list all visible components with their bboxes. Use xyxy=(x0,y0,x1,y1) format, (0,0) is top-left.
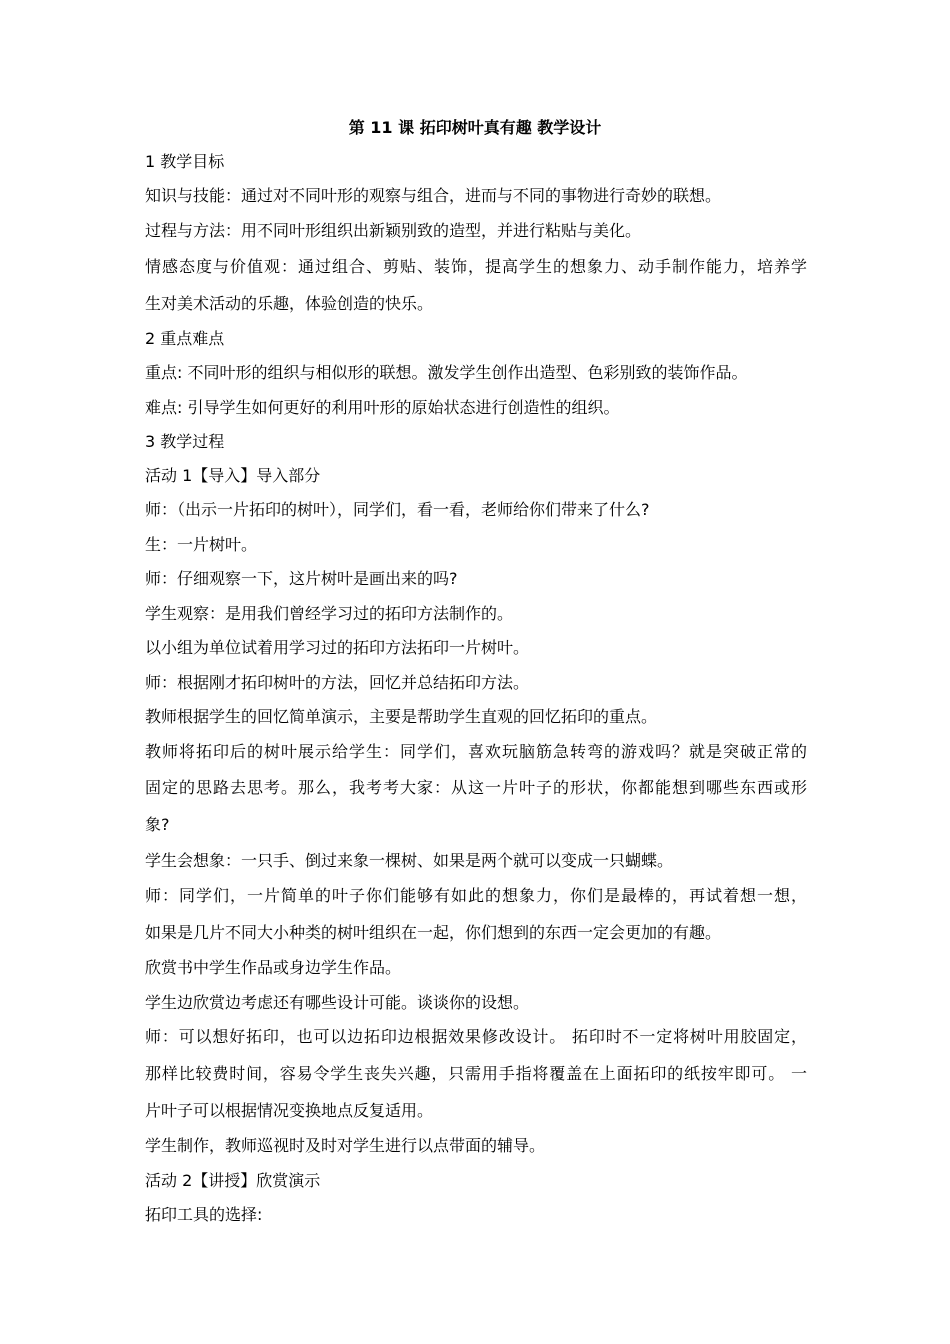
paragraph-line: 生：一片树叶。 xyxy=(145,535,258,554)
paragraph-knowledge-skills: 知识与技能：通过对不同叶形的观察与组合，进而与不同的事物进行奇妙的联想。 xyxy=(145,186,722,205)
paragraph-line: 拓印工具的选择: xyxy=(145,1205,263,1224)
paragraph-line: 师：同学们，一片简单的叶子你们能够有如此的想象力，你们是最棒的，再试着想一想， xyxy=(145,886,807,905)
paragraph-line: 以小组为单位试着用学习过的拓印方法拓印一片树叶。 xyxy=(145,638,530,657)
paragraph-key-point: 重点: 不同叶形的组织与相似形的联想。激发学生创作出造型、色彩别致的装饰作品。 xyxy=(145,363,748,382)
paragraph-line: 学生观察：是用我们曾经学习过的拓印方法制作的。 xyxy=(145,604,514,623)
paragraph-line: 教师根据学生的回忆简单演示，主要是帮助学生直观的回忆拓印的重点。 xyxy=(145,707,658,726)
paragraph-line: 那样比较费时间，容易令学生丧失兴趣，只需用手指将覆盖在上面拓印的纸按牢即可。 一 xyxy=(145,1064,807,1083)
paragraph-process-methods: 过程与方法：用不同叶形组织出新颖别致的造型，并进行粘贴与美化。 xyxy=(145,221,642,240)
document-title: 第 11 课 拓印树叶真有趣 教学设计 xyxy=(348,118,602,137)
paragraph-line: 固定的思路去思考。那么，我考考大家：从这一片叶子的形状，你都能想到哪些东西或形 xyxy=(145,778,807,797)
activity-heading-2: 活动 2【讲授】欣赏演示 xyxy=(145,1171,321,1190)
paragraph-line: 象? xyxy=(145,815,170,834)
paragraph-line: 如果是几片不同大小种类的树叶组织在一起，你们想到的东西一定会更加的有趣。 xyxy=(145,923,722,942)
paragraph-line: 师：可以想好拓印，也可以边拓印边根据效果修改设计。 拓印时不一定将树叶用胶固定， xyxy=(145,1027,807,1046)
paragraph-difficulty: 难点: 引导学生如何更好的利用叶形的原始状态进行创造性的组织。 xyxy=(145,398,620,417)
paragraph-line: 师：根据刚才拓印树叶的方法，回忆并总结拓印方法。 xyxy=(145,673,530,692)
paragraph-line: 师：仔细观察一下，这片树叶是画出来的吗? xyxy=(145,569,458,588)
paragraph-line: 学生会想象：一只手、倒过来象一棵树、如果是两个就可以变成一只蝴蝶。 xyxy=(145,851,674,870)
paragraph-line: 片叶子可以根据情况变换地点反复适用。 xyxy=(145,1101,434,1120)
paragraph-line: 教师将拓印后的树叶展示给学生：同学们，喜欢玩脑筋急转弯的游戏吗？就是突破正常的 xyxy=(145,742,807,761)
paragraph-attitude-values: 情感态度与价值观：通过组合、剪贴、装饰，提高学生的想象力、动手制作能力，培养学 xyxy=(145,257,807,276)
section-heading-key-points: 2 重点难点 xyxy=(145,329,225,348)
paragraph-line: 欣赏书中学生作品或身边学生作品。 xyxy=(145,958,402,977)
section-heading-objectives: 1 教学目标 xyxy=(145,152,225,171)
section-heading-process: 3 教学过程 xyxy=(145,432,225,451)
paragraph-line: 学生边欣赏边考虑还有哪些设计可能。谈谈你的设想。 xyxy=(145,993,530,1012)
activity-heading-1: 活动 1【导入】导入部分 xyxy=(145,466,321,485)
paragraph-line: 学生制作，教师巡视时及时对学生进行以点带面的辅导。 xyxy=(145,1136,546,1155)
paragraph-attitude-values-cont: 生对美术活动的乐趣，体验创造的快乐。 xyxy=(145,294,434,313)
paragraph-line: 师：（出示一片拓印的树叶），同学们，看一看，老师给你们带来了什么? xyxy=(145,500,650,519)
